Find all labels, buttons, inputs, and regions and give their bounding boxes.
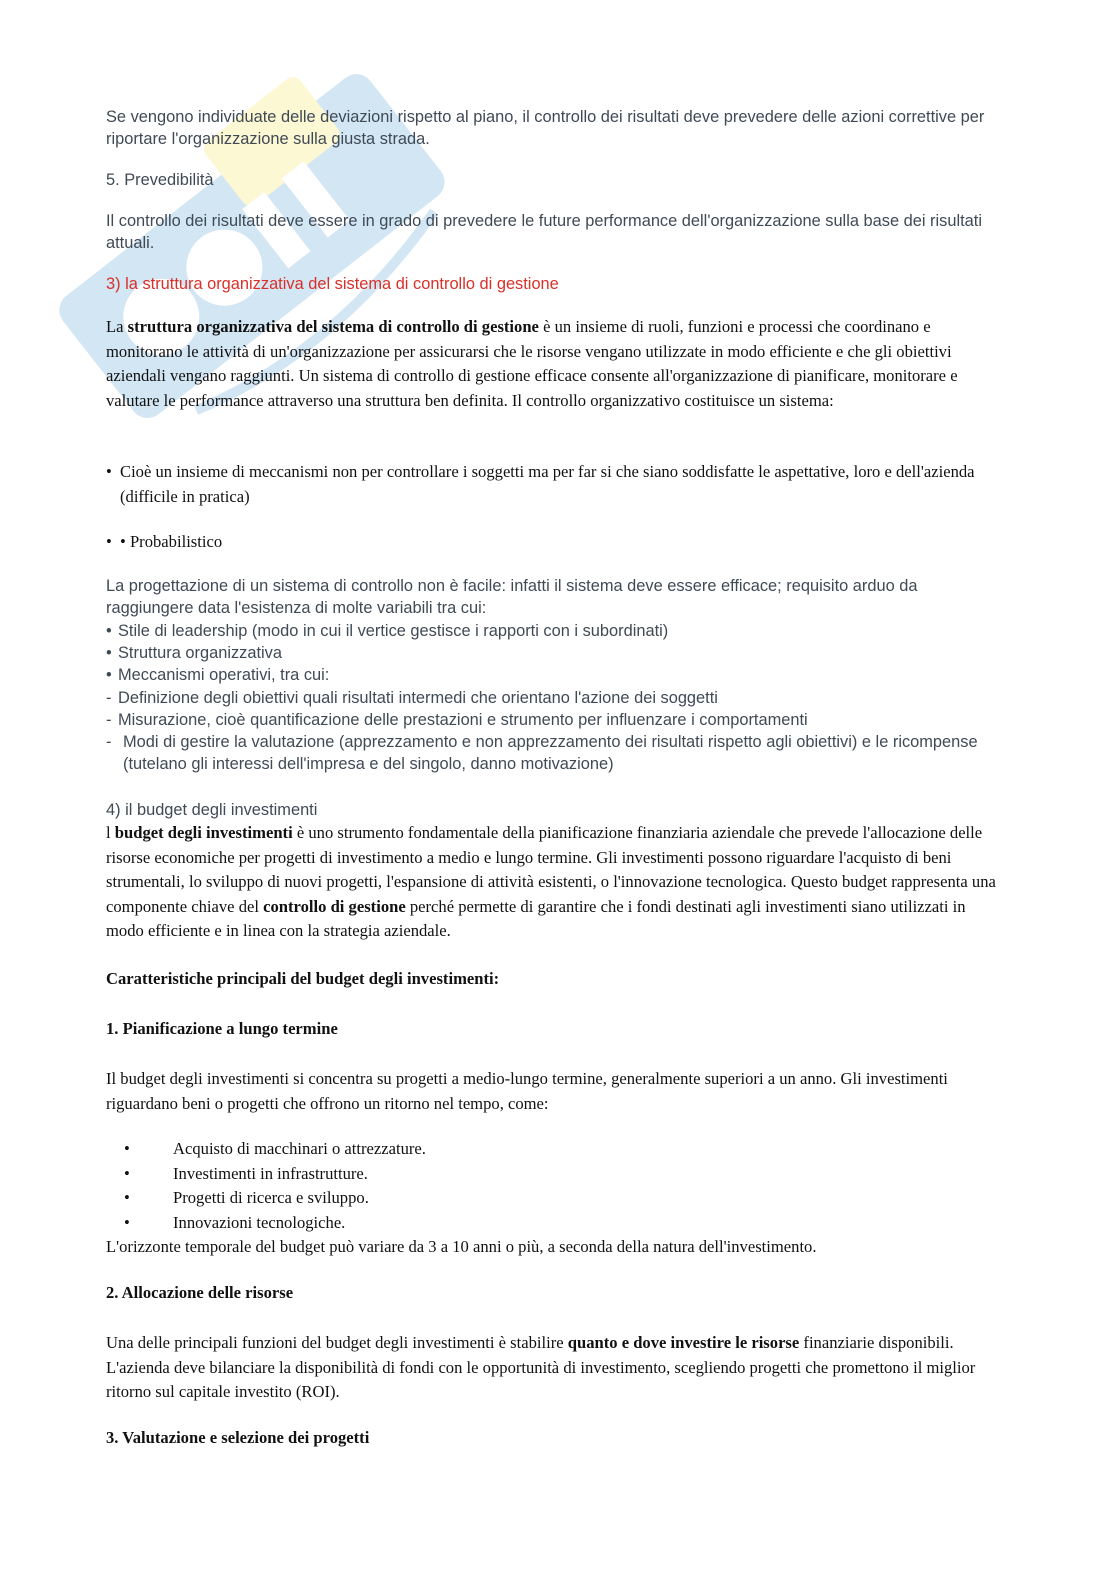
bullet-icon: • [124, 1164, 130, 1183]
bullet-icon: • [106, 666, 112, 684]
text-run: è uno strumento fondamentale della pianificazione finanziaria aziendale che prevede l'allocazione delle risorse economiche per progetti di investimento a medio e lungo termine. Gli investimenti possono riguardare l'acquisto di beni strumentali, lo sviluppo di nuovi progetti, l'espansione di attività esistenti, o l'innovazione tecnologica. Questo budget rappresenta una componente chiave del [106, 823, 996, 916]
bullet-icon: • [124, 1213, 130, 1232]
text-run: è un insieme di ruoli, funzioni e processi che coordinano e monitorano le attività di un'organizzazione per assicurarsi che le risorse vengano utilizzate in modo efficiente e che gli obiettivi aziendali vengano raggiunti. Un sistema di controllo di gestione efficace consente all'organizzazione di pianificare, monitorare e valutare le performance attraverso una struttura ben definita. Il controllo organizzativo costituisce un sistema: [106, 317, 958, 410]
text-run: l [106, 823, 115, 842]
list-item-text: Progetti di ricerca e sviluppo. [173, 1188, 369, 1207]
heading-allocazione [106, 1281, 1006, 1306]
paragraph-progettazione: La progettazione di un sistema di controllo non è facile: infatti il sistema deve essere efficace; requisito arduo da raggiungere data l'esistenza di molte variabili tra cui: [106, 577, 918, 617]
list-item-text: Modi di gestire la valutazione (apprezzamento e non apprezzamento dei risultati rispetto agli obiettivi) e le ricompense (tutelano gli interessi dell'impresa e del singolo, danno motivazione) [123, 733, 978, 773]
heading-pianificazione [106, 1017, 1006, 1042]
list-item [106, 620, 1006, 642]
heading-prevedibilita: 5. Prevedibilità [106, 171, 214, 189]
heading-caratteristiche [106, 967, 1006, 992]
list-item [106, 664, 1006, 686]
dash-icon: - [106, 689, 112, 707]
paragraph-pianificazione: Il budget degli investimenti si concentra su progetti a medio-lungo termine, generalmente superiori a un anno. Gli investimenti riguardano beni o progetti che offrono un ritorno nel tempo, come: [106, 1069, 948, 1113]
bullet-icon: • [106, 644, 112, 662]
list-item [106, 687, 1006, 709]
paragraph-orizzonte: L'orizzonte temporale del budget può variare da 3 a 10 anni o più, a seconda della natura dell'investimento. [106, 1237, 817, 1256]
list-item-text: Definizione degli obiettivi quali risultati intermedi che orientano l'azione dei soggetti [118, 689, 718, 707]
bullet-text: • Probabilistico [120, 532, 223, 551]
bold-heading: 3. Valutazione e selezione dei progetti [106, 1428, 370, 1447]
dash-icon: - [106, 711, 112, 729]
bullet-icon: • [106, 532, 112, 551]
bullet-probabilistico [106, 530, 1006, 555]
list-item [106, 642, 1006, 664]
bold-term: struttura organizzativa del sistema di controllo di gestione [127, 317, 539, 336]
heading-struttura-organizzativa: 3) la struttura organizzativa del sistema di controllo di gestione [106, 275, 559, 293]
list-item-text: Misurazione, cioè quantificazione delle prestazioni e strumento per influenzare i comportamenti [118, 711, 808, 729]
list-item [106, 709, 1006, 731]
dash-icon: - [106, 733, 112, 751]
list-item-text: Investimenti in infrastrutture. [173, 1164, 368, 1183]
text-run: perché permette di garantire che i fondi destinati agli investimenti siano utilizzati in modo efficiente e in linea con la strategia aziendale. [106, 896, 966, 941]
list-item-text: Meccanismi operativi, tra cui: [118, 666, 330, 684]
paragraph-deviations: Se vengono individuate delle deviazioni rispetto al piano, il controllo dei risultati deve prevedere delle azioni correttive per riportare l'organizzazione sulla giusta strada. [106, 108, 985, 148]
bullet-icon: • [124, 1139, 130, 1158]
bold-term: controllo di gestione [263, 896, 406, 916]
list-item-text: Struttura organizzativa [118, 644, 282, 662]
bullet-text: Cioè un insieme di meccanismi non per controllare i soggetti ma per far si che siano soddisfatte le aspettative, loro e dell'azienda (difficile in pratica) [120, 462, 975, 506]
paragraph-prevedibilita: Il controllo dei risultati deve essere in grado di prevedere le future performance dell'organizzazione sulla base dei risultati attuali. [106, 212, 982, 252]
bold-heading: 2. Allocazione delle risorse [106, 1283, 294, 1302]
paragraph-allocazione [106, 1331, 1006, 1405]
bold-term: budget degli investimenti [114, 823, 293, 842]
bullet-icon: • [124, 1188, 130, 1207]
bold-term: quanto e dove investire le risorse [567, 1333, 800, 1352]
paragraph-struttura [106, 315, 1006, 413]
text-run: finanziarie disponibili. L'azienda deve bilanciare la disponibilità di fondi con le opportunità di investimento, scegliendo progetti che promettono il miglior ritorno sul capitale investito (ROI). [106, 1333, 976, 1402]
text-run: Una delle principali funzioni del budget degli investimenti è stabilire [106, 1333, 568, 1352]
bold-heading: Caratteristiche principali del budget degli investimenti: [106, 969, 500, 988]
list-item-text: Stile di leadership (modo in cui il vertice gestisce i rapporti con i subordinati) [118, 622, 669, 640]
text-run: La [106, 317, 128, 336]
list-item-text: Innovazioni tecnologiche. [173, 1213, 346, 1232]
bold-heading: 1. Pianificazione a lungo termine [106, 1019, 338, 1038]
heading-valutazione [106, 1426, 1006, 1451]
heading-budget-investimenti: 4) il budget degli investimenti [106, 801, 318, 819]
bullet-meccanismi [106, 460, 1006, 509]
paragraph-budget [106, 821, 1006, 944]
bullet-icon: • [106, 622, 112, 640]
list-item [106, 731, 1006, 775]
bullet-icon: • [106, 462, 112, 481]
list-item-text: Acquisto di macchinari o attrezzature. [173, 1139, 426, 1158]
